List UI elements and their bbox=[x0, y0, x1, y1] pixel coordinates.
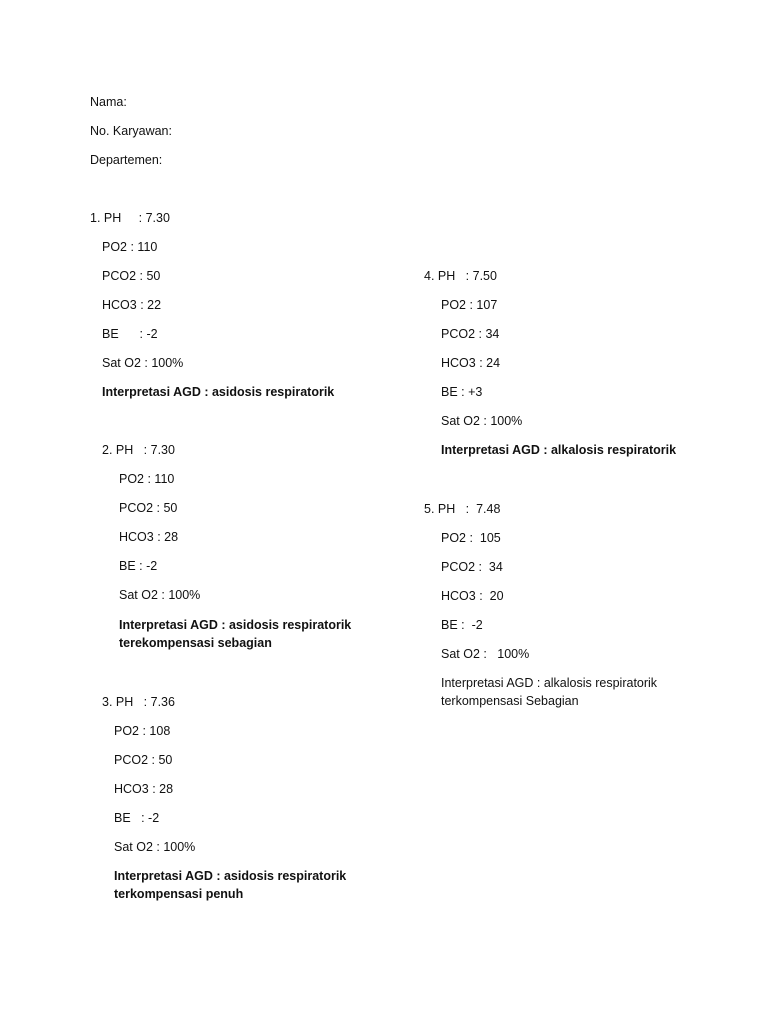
case-3-ph: 3. PH : 7.36 bbox=[102, 695, 175, 709]
case-1-pco2: PCO2 : 50 bbox=[102, 269, 161, 283]
case-5-po2: PO2 : 105 bbox=[441, 531, 501, 545]
case-4-po2: PO2 : 107 bbox=[441, 298, 498, 312]
case-2-po2: PO2 : 110 bbox=[119, 472, 175, 486]
case-3-interpretation: Interpretasi AGD : asidosis respiratorik bbox=[114, 869, 347, 883]
case-2-be: BE : -2 bbox=[119, 559, 158, 573]
case-5-hco3: HCO3 : 20 bbox=[441, 589, 504, 603]
case-3-be: BE : -2 bbox=[114, 811, 160, 825]
case-4-ph: 4. PH : 7.50 bbox=[424, 269, 497, 283]
case-2-ph: 2. PH : 7.30 bbox=[102, 443, 175, 457]
case-3-po2: PO2 : 108 bbox=[114, 724, 171, 738]
case-3-pco2: PCO2 : 50 bbox=[114, 753, 173, 767]
case-3-sat-o2: Sat O2 : 100% bbox=[114, 840, 196, 854]
case-1-ph: 1. PH : 7.30 bbox=[90, 211, 170, 225]
case-2-hco3: HCO3 : 28 bbox=[119, 530, 179, 544]
case-5-ph: 5. PH : 7.48 bbox=[424, 502, 501, 516]
case-5-interpretation-cont: terkompensasi Sebagian bbox=[441, 694, 579, 708]
departemen-label: Departemen: bbox=[90, 153, 163, 167]
no-karyawan-label: No. Karyawan: bbox=[90, 124, 172, 138]
case-1-po2: PO2 : 110 bbox=[102, 240, 158, 254]
case-3-hco3: HCO3 : 28 bbox=[114, 782, 174, 796]
nama-label: Nama: bbox=[90, 95, 127, 109]
case-1-hco3: HCO3 : 22 bbox=[102, 298, 162, 312]
case-2-interpretation-cont: terekompensasi sebagian bbox=[119, 636, 272, 650]
case-5-sat-o2: Sat O2 : 100% bbox=[441, 647, 530, 661]
case-4-pco2: PCO2 : 34 bbox=[441, 327, 500, 341]
case-4-interpretation: Interpretasi AGD : alkalosis respiratorik bbox=[441, 443, 677, 457]
case-4-be: BE : +3 bbox=[441, 385, 483, 399]
case-5-be: BE : -2 bbox=[441, 618, 483, 632]
case-1-interpretation: Interpretasi AGD : asidosis respiratorik bbox=[102, 385, 335, 399]
case-4-hco3: HCO3 : 24 bbox=[441, 356, 501, 370]
case-2-interpretation: Interpretasi AGD : asidosis respiratorik bbox=[119, 618, 352, 632]
case-1-sat-o2: Sat O2 : 100% bbox=[102, 356, 184, 370]
case-2-sat-o2: Sat O2 : 100% bbox=[119, 588, 201, 602]
case-3-interpretation-cont: terkompensasi penuh bbox=[114, 887, 244, 901]
case-5-interpretation: Interpretasi AGD : alkalosis respiratorik bbox=[441, 676, 658, 690]
case-1-be: BE : -2 bbox=[102, 327, 158, 341]
case-4-sat-o2: Sat O2 : 100% bbox=[441, 414, 523, 428]
case-2-pco2: PCO2 : 50 bbox=[119, 501, 178, 515]
case-5-pco2: PCO2 : 34 bbox=[441, 560, 503, 574]
